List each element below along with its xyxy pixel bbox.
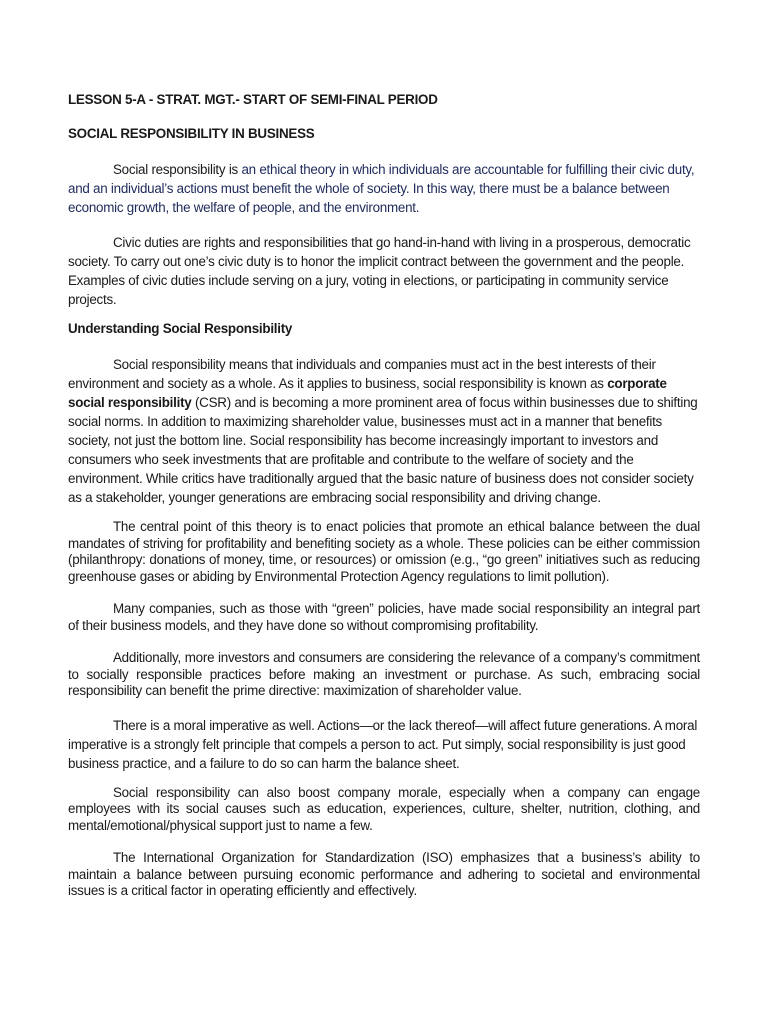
lesson-heading: LESSON 5-A - STRAT. MGT.- START OF SEMI-FINAL PERIOD xyxy=(68,92,438,107)
intro-definition: an ethical theory in which individuals are accountable for fulfilling their civic duty, and an individual’s actions must benefit the whole of society xyxy=(68,162,695,196)
understanding-part1: Social responsibility means that individuals and companies must act in the best interests of their environment and society as a whole. As it applies to business, social responsibility is known as xyxy=(68,357,656,391)
section-subheading: Understanding Social Responsibility xyxy=(68,321,293,336)
morale-paragraph: Social responsibility can also boost company morale, especially when a company can engage employees with its social causes such as education, experiences, culture, shelter, nutrition, clothing, and mental/emotional/physical support just to name a few. xyxy=(68,784,700,833)
understanding-paragraph xyxy=(68,355,700,507)
central-point-paragraph: The central point of this theory is to enact policies that promote an ethical balance between the dual mandates of striving for profitability and benefiting society as a whole. These policies can be either commission (philanthropy: donations of money, time, or resources) or omission (e.g., “go green” initiatives such as reducing greenhouse gases or abiding by Environmental Protection Agency regulations to limit pollution). xyxy=(68,519,700,584)
understanding-part2: (CSR) and is becoming a more prominent area of focus within businesses due to shifting social norms. In addition to maximizing shareholder value, businesses must act in a manner that benefits society, not just the bottom line. Social responsibility has become increasingly important to investors and consumers who seek investments that are profitable and contribute to the welfare of society and the environment. While critics have traditionally argued that the basic nature of business does not consider society as a stakeholder, younger generations are embracing social responsibility and driving change. xyxy=(68,395,698,505)
moral-imperative-paragraph: There is a moral imperative as well. Actions—or the lack thereof—will affect future generations. A moral imperative is a strongly felt principle that compels a person to act. Put simply, social responsibility is just good business practice, and a failure to do so can harm the balance sheet. xyxy=(68,717,698,771)
document-title: SOCIAL RESPONSIBILITY IN BUSINESS xyxy=(68,126,315,141)
intro-lead: Social responsibility is xyxy=(113,162,242,177)
document-body xyxy=(68,92,700,912)
many-companies-paragraph: Many companies, such as those with “green” policies, have made social responsibility an integral part of their business models, and they have done so without compromising profitability. xyxy=(68,601,700,633)
intro-rest: . In this way, there must be a balance between economic growth, the welfare of people, and the environment. xyxy=(68,181,670,215)
additionally-paragraph: Additionally, more investors and consumers are considering the relevance of a company’s commitment to socially responsible practices before making an investment or purchase. As such, embracing social responsibility can benefit the prime directive: maximization of shareholder value. xyxy=(68,650,700,698)
civic-duties-paragraph: Civic duties are rights and responsibilities that go hand-in-hand with living in a prosperous, democratic society. To carry out one’s civic duty is to honor the implicit contract between the government and the people. Examples of civic duties include serving on a jury, voting in elections, or participating in community service projects. xyxy=(68,235,691,307)
iso-paragraph: The International Organization for Standardization (ISO) emphasizes that a business’s ability to maintain a balance between pursuing economic performance and adhering to societal and environmental issues is a critical factor in operating efficiently and effectively. xyxy=(68,850,700,898)
csr-term: corporate social responsibility xyxy=(68,376,667,410)
intro-paragraph xyxy=(68,160,700,217)
